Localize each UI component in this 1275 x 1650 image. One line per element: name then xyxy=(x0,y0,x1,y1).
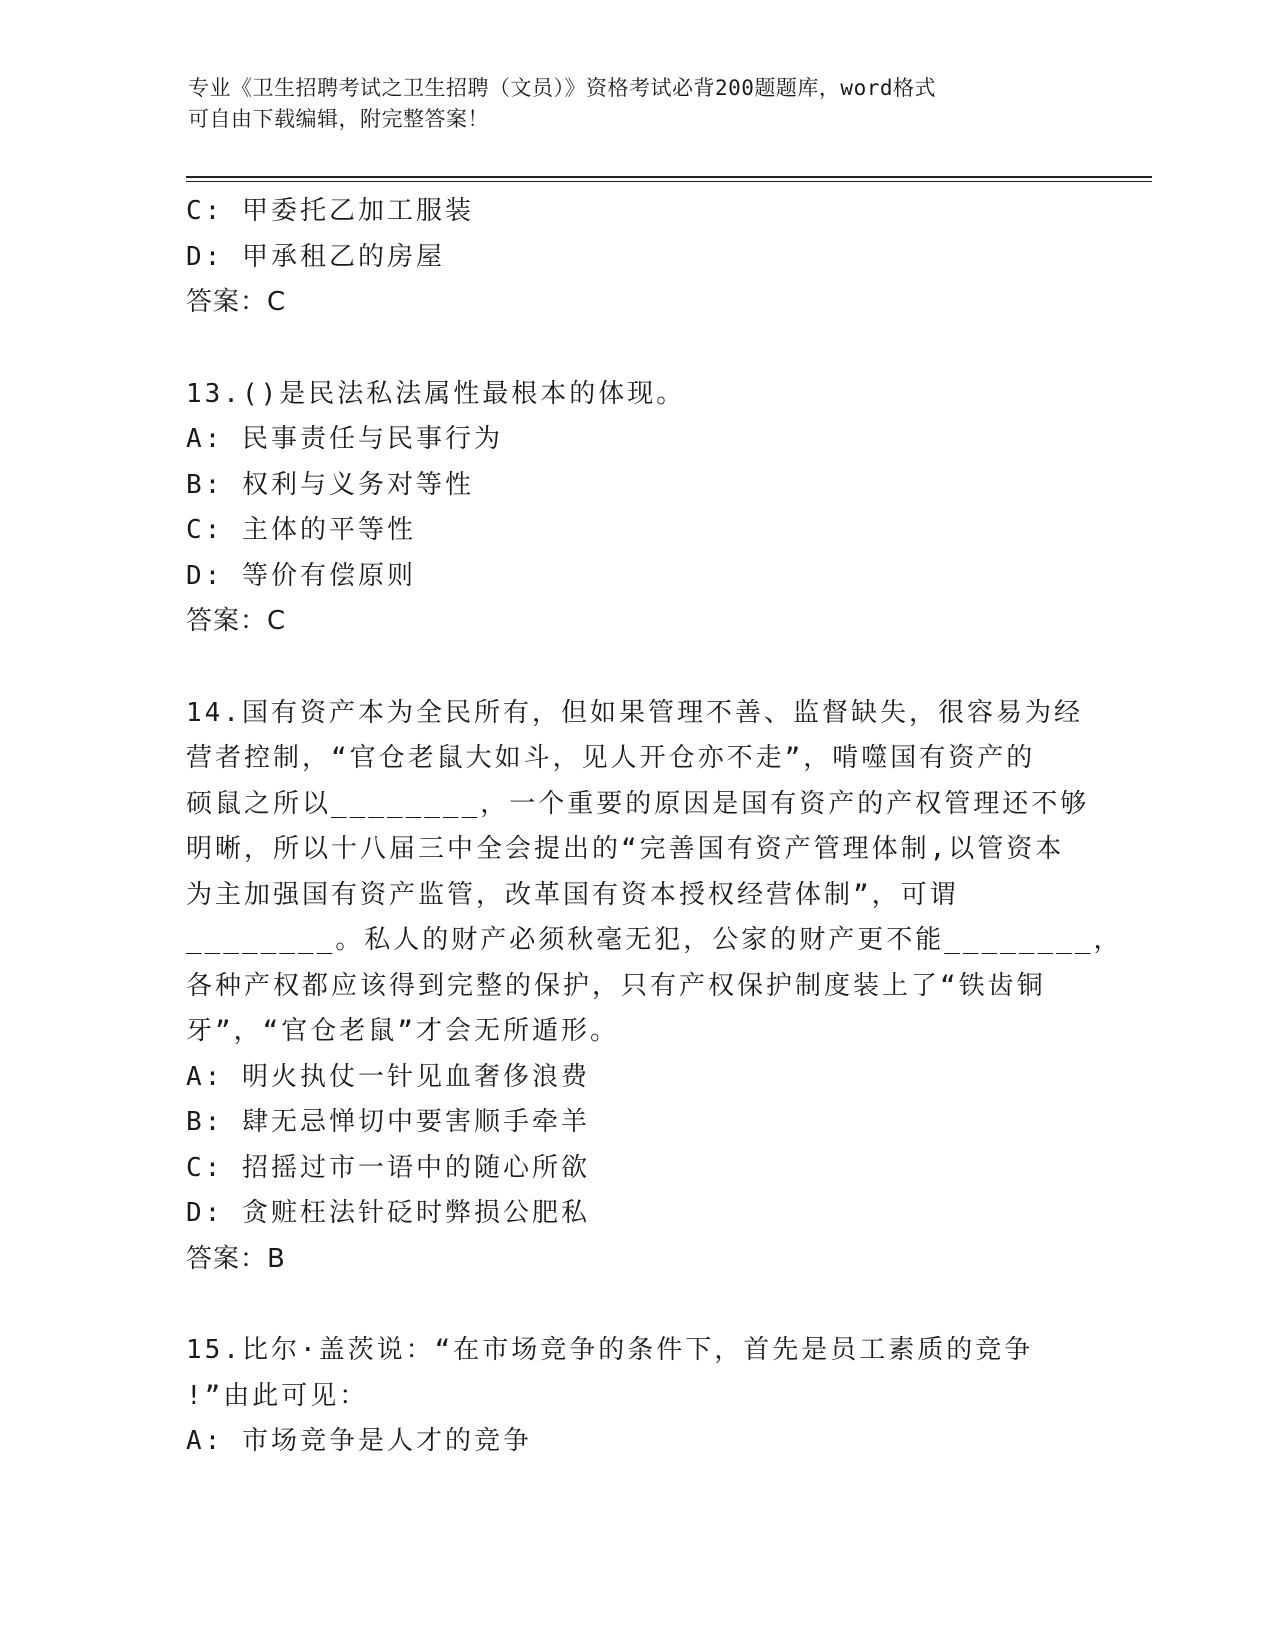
header-line-1: 专业《卫生招聘考试之卫生招聘（文员）》资格考试必背200题题库，word格式 xyxy=(188,76,936,100)
question-stem-line: 各种产权都应该得到完整的保护，只有产权保护制度装上了“铁齿铜 xyxy=(186,970,1046,1001)
document-header xyxy=(188,73,1068,135)
question-stem-line: 硕鼠之所以________，一个重要的原因是国有资产的产权管理还不够 xyxy=(186,788,1090,819)
option-d: D: 甲承租乙的房屋 xyxy=(186,241,445,272)
question-stem-line: 营者控制，“官仓老鼠大如斗，见人开仓亦不走”，啃噬国有资产的 xyxy=(186,743,1036,773)
question-12-tail xyxy=(186,189,1086,326)
question-content xyxy=(186,189,1123,1465)
header-line-2: 可自由下载编辑，附完整答案！ xyxy=(188,107,489,131)
question-stem-line: 牙”，“官仓老鼠”才会无所遁形。 xyxy=(186,1016,619,1046)
option-b: B: 肆无忌惮切中要害顺手牵羊 xyxy=(186,1107,590,1137)
question-14 xyxy=(186,691,1123,1283)
question-stem-line: 为主加强国有资产监管，改革国有资本授权经营体制”，可谓 xyxy=(186,879,959,910)
option-b: B: 权利与义务对等性 xyxy=(186,469,474,500)
answer-line: 答案：C xyxy=(186,606,287,636)
option-d: D: 贪赃枉法针砭时弊损公肥私 xyxy=(186,1198,590,1228)
question-13 xyxy=(186,372,1086,645)
question-stem-line: 明晰，所以十八届三中全会提出的“完善国有资产管理体制,以管资本 xyxy=(186,834,1065,864)
option-a: A: 市场竞争是人才的竞争 xyxy=(186,1426,532,1456)
answer-line: 答案：B xyxy=(186,1243,286,1274)
question-stem: 13.()是民法私法属性最根本的体现。 xyxy=(186,378,686,409)
option-c: C: 甲委托乙加工服装 xyxy=(186,196,474,226)
option-c: C: 主体的平等性 xyxy=(186,515,416,545)
answer-line: 答案：C xyxy=(186,287,287,317)
question-stem-line: ________。私人的财产必须秋毫无犯，公家的财产更不能________， xyxy=(186,925,1123,955)
header-divider-thin xyxy=(186,181,1152,182)
option-a: A: 民事责任与民事行为 xyxy=(186,424,503,454)
option-d: D: 等价有偿原则 xyxy=(186,560,416,591)
option-a: A: 明火执仗一针见血奢侈浪费 xyxy=(186,1061,590,1092)
question-stem-line: 14.国有资产本为全民所有，但如果管理不善、监督缺失，很容易为经 xyxy=(186,697,1083,728)
header-divider-thick xyxy=(186,176,1152,178)
question-stem-line: 15.比尔·盖茨说：“在市场竞争的条件下，首先是员工素质的竞争 xyxy=(186,1335,1034,1365)
question-stem-line: !”由此可见： xyxy=(186,1380,369,1411)
option-c: C: 招摇过市一语中的随心所欲 xyxy=(186,1152,590,1183)
question-15 xyxy=(186,1328,1086,1465)
